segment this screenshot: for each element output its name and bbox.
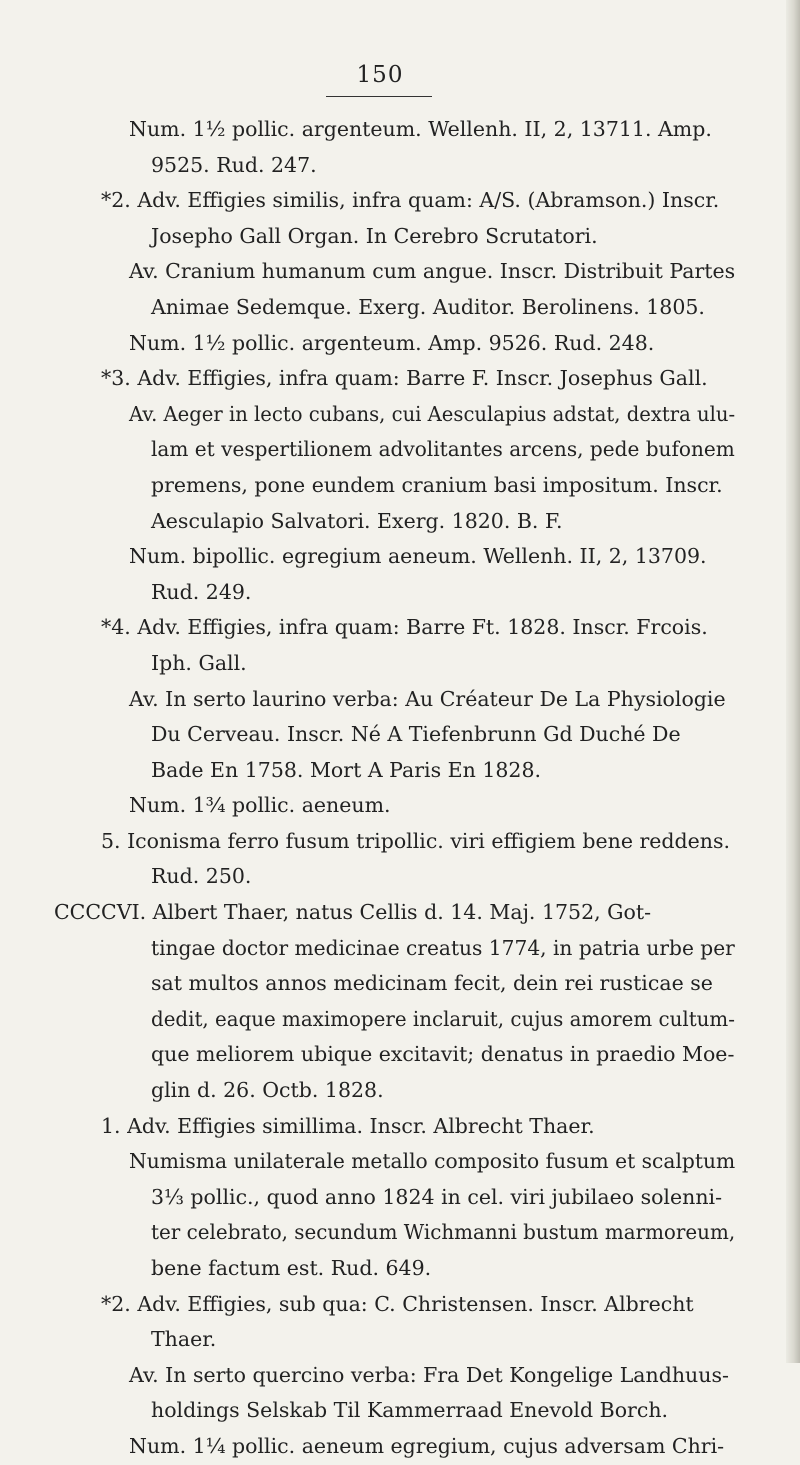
text-line (0, 682, 790, 718)
text-line-content: Num. bipollic. egregium aeneum. Wellenh. II, 2, 13709. (129, 544, 707, 569)
text-line-content: Rud. 250. (151, 864, 252, 889)
text-line (0, 575, 790, 611)
text-line (0, 432, 790, 468)
text-line (0, 1073, 790, 1109)
text-line (0, 1037, 790, 1073)
text-line (0, 610, 790, 646)
text-line-content: 9525. Rud. 247. (151, 152, 317, 177)
text-line-content: Josepho Gall Organ. In Cerebro Scrutatori. (151, 223, 598, 248)
text-line-content: Bade En 1758. Mort A Paris En 1828. (151, 757, 542, 782)
text-line-content: ter celebrato, secundum Wichmanni bustum marmoreum, (151, 1220, 736, 1245)
text-line-content: CCCCVI. Albert Thaer, natus Cellis d. 14. Maj. 1752, Got- (54, 900, 652, 925)
text-line (0, 397, 790, 433)
text-line-content: premens, pone eundem cranium basi impositum. Inscr. (151, 472, 723, 497)
text-line-content: Rud. 249. (151, 579, 252, 604)
text-line (0, 112, 790, 148)
text-line (0, 468, 790, 504)
text-line-content: *2. Adv. Effigies, sub qua: C. Christensen. Inscr. Albrecht (101, 1291, 694, 1316)
text-line (0, 1215, 790, 1251)
text-line-content: Num. 1½ pollic. argenteum. Wellenh. II, 2, 13711. Amp. (129, 117, 712, 141)
text-line (0, 1002, 790, 1038)
text-line (0, 1251, 790, 1287)
page-number: 150 (356, 62, 404, 88)
page-number-rule (326, 96, 432, 97)
text-line-content: glin d. 26. Octb. 1828. (151, 1078, 384, 1103)
text-line (0, 753, 790, 789)
text-line (0, 1287, 790, 1323)
text-line-content: Iph. Gall. (151, 650, 247, 675)
text-line-content: Thaer. (151, 1327, 217, 1352)
text-line-content: Animae Sedemque. Exerg. Auditor. Berolinens. 1805. (151, 294, 705, 319)
text-line-content: lam et vespertilionem advolitantes arcens, pede bufonem (151, 437, 735, 462)
text-line-content: Av. Cranium humanum cum angue. Inscr. Distribuit Partes (129, 259, 736, 284)
text-line-content: *4. Adv. Effigies, infra quam: Barre Ft. 1828. Inscr. Frcois. (101, 615, 708, 640)
text-line-content: sat multos annos medicinam fecit, dein rei rusticae se (151, 971, 713, 996)
text-line-content: 1. Adv. Effigies simillima. Inscr. Albrecht Thaer. (101, 1113, 595, 1138)
text-line-content: Num. 1¼ pollic. aeneum egregium, cujus adversam Chri- (129, 1433, 725, 1458)
text-line (0, 254, 790, 290)
text-line-content: Num. 1½ pollic. argenteum. Amp. 9526. Rud. 248. (129, 330, 655, 355)
text-line (0, 966, 790, 1002)
text-line (0, 1393, 790, 1429)
text-line (0, 539, 790, 575)
text-line (0, 859, 790, 895)
text-line-content: 3⅓ pollic., quod anno 1824 in cel. viri jubilaeo solenni- (151, 1184, 723, 1209)
text-line (0, 1429, 790, 1465)
text-line-content: Num. 1¾ pollic. aeneum. (129, 793, 391, 818)
text-line (0, 1322, 790, 1358)
text-line (0, 646, 790, 682)
text-line-content: Numisma unilaterale metallo composito fusum et scalptum (129, 1149, 736, 1174)
text-line-content: tingae doctor medicinae creatus 1774, in patria urbe per (151, 935, 735, 960)
text-line-content: *2. Adv. Effigies similis, infra quam: A/S. (Abramson.) Inscr. (101, 188, 720, 213)
text-line (0, 219, 790, 255)
text-line (0, 895, 790, 931)
catalogue-text (0, 112, 790, 1465)
text-line-content: bene factum est. Rud. 649. (151, 1256, 432, 1280)
text-line-content: Av. In serto quercino verba: Fra Det Kongelige Landhuus- (129, 1362, 729, 1387)
text-line (0, 1180, 790, 1216)
text-line-content: que meliorem ubique excitavit; denatus in praedio Moe- (151, 1042, 735, 1067)
text-line (0, 183, 790, 219)
text-line (0, 717, 790, 753)
text-line (0, 931, 790, 967)
text-line (0, 1358, 790, 1394)
text-line-content: Aesculapio Salvatori. Exerg. 1820. B. F. (151, 508, 563, 533)
text-line (0, 824, 790, 860)
text-line-content: holdings Selskab Til Kammerraad Enevold Borch. (151, 1398, 669, 1423)
text-line (0, 326, 790, 362)
text-line-content: 5. Iconisma ferro fusum tripollic. viri effigiem bene reddens. (101, 828, 731, 853)
text-line-content: *3. Adv. Effigies, infra quam: Barre F. Inscr. Josephus Gall. (101, 366, 708, 391)
text-line (0, 1109, 790, 1145)
text-line (0, 788, 790, 824)
text-line-content: Du Cerveau. Inscr. Né A Tiefenbrunn Gd Duché De (151, 722, 681, 747)
text-line (0, 290, 790, 326)
text-line (0, 148, 790, 184)
text-line-content: dedit, eaque maximopere inclaruit, cujus amorem cultum- (151, 1006, 735, 1031)
text-line (0, 361, 790, 397)
text-line-content: Av. Aeger in lecto cubans, cui Aesculapius adstat, dextra ulu- (129, 401, 736, 426)
text-line-content: Av. In serto laurino verba: Au Créateur De La Physiologie (129, 686, 726, 711)
text-line (0, 1144, 790, 1180)
text-line (0, 504, 790, 540)
